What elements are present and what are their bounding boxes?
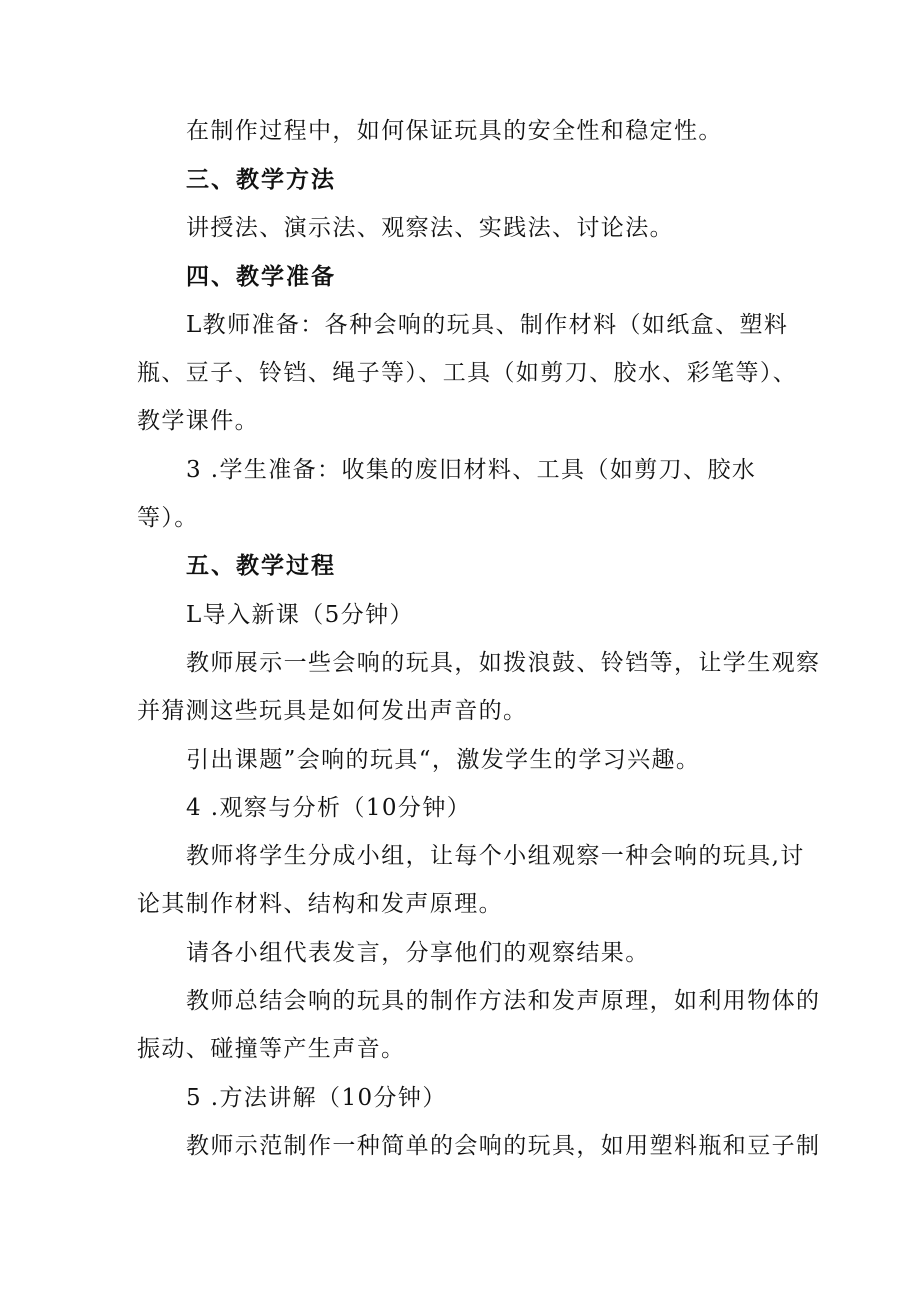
paragraph-line: 3 .学生准备：收集的废旧材料、工具（如剪刀、胶水	[186, 457, 757, 483]
paragraph-line: 振动、碰撞等产生声音。	[137, 1036, 406, 1062]
paragraph-line: 瓶、豆子、铃铛、绳子等）、工具（如剪刀、胶水、彩笔等）、	[137, 360, 798, 386]
section-heading-teaching-methods: 三、教学方法	[186, 166, 336, 193]
paragraph-line: L导入新课（5分钟）	[186, 602, 414, 628]
paragraph-line: 讲授法、演示法、观察法、实践法、讨论法。	[186, 215, 674, 241]
section-heading-teaching-process: 五、教学过程	[186, 552, 336, 579]
paragraph-line: 请各小组代表发言，分享他们的观察结果。	[186, 940, 650, 966]
paragraph-line: 教师示范制作一种简单的会响的玩具，如用塑料瓶和豆子制	[186, 1133, 821, 1159]
paragraph-line: 5 .方法讲解（10分钟）	[186, 1085, 447, 1111]
paragraph-line: L教师准备：各种会响的玩具、制作材料（如纸盒、塑料	[186, 312, 789, 338]
paragraph-line: 论其制作材料、结构和发声原理。	[137, 891, 503, 917]
paragraph-line: 在制作过程中，如何保证玩具的安全性和稳定性。	[186, 118, 723, 144]
paragraph-line: 并猜测这些玩具是如何发出声音的。	[137, 698, 528, 724]
paragraph-line: 教师总结会响的玩具的制作方法和发声原理，如利用物体的	[186, 988, 821, 1014]
paragraph-line: 等）。	[137, 505, 199, 531]
paragraph-line: 4 .观察与分析（10分钟）	[186, 795, 472, 821]
paragraph-line: 教师将学生分成小组，让每个小组观察一种会响的玩具,讨	[186, 843, 805, 869]
section-heading-teaching-preparation: 四、教学准备	[186, 263, 336, 290]
paragraph-line: 教师展示一些会响的玩具，如拨浪鼓、铃铛等，让学生观察	[186, 650, 821, 676]
paragraph-line: 引出课题”会响的玩具“，激发学生的学习兴趣。	[186, 747, 701, 773]
paragraph-line: 教学课件。	[137, 408, 259, 434]
